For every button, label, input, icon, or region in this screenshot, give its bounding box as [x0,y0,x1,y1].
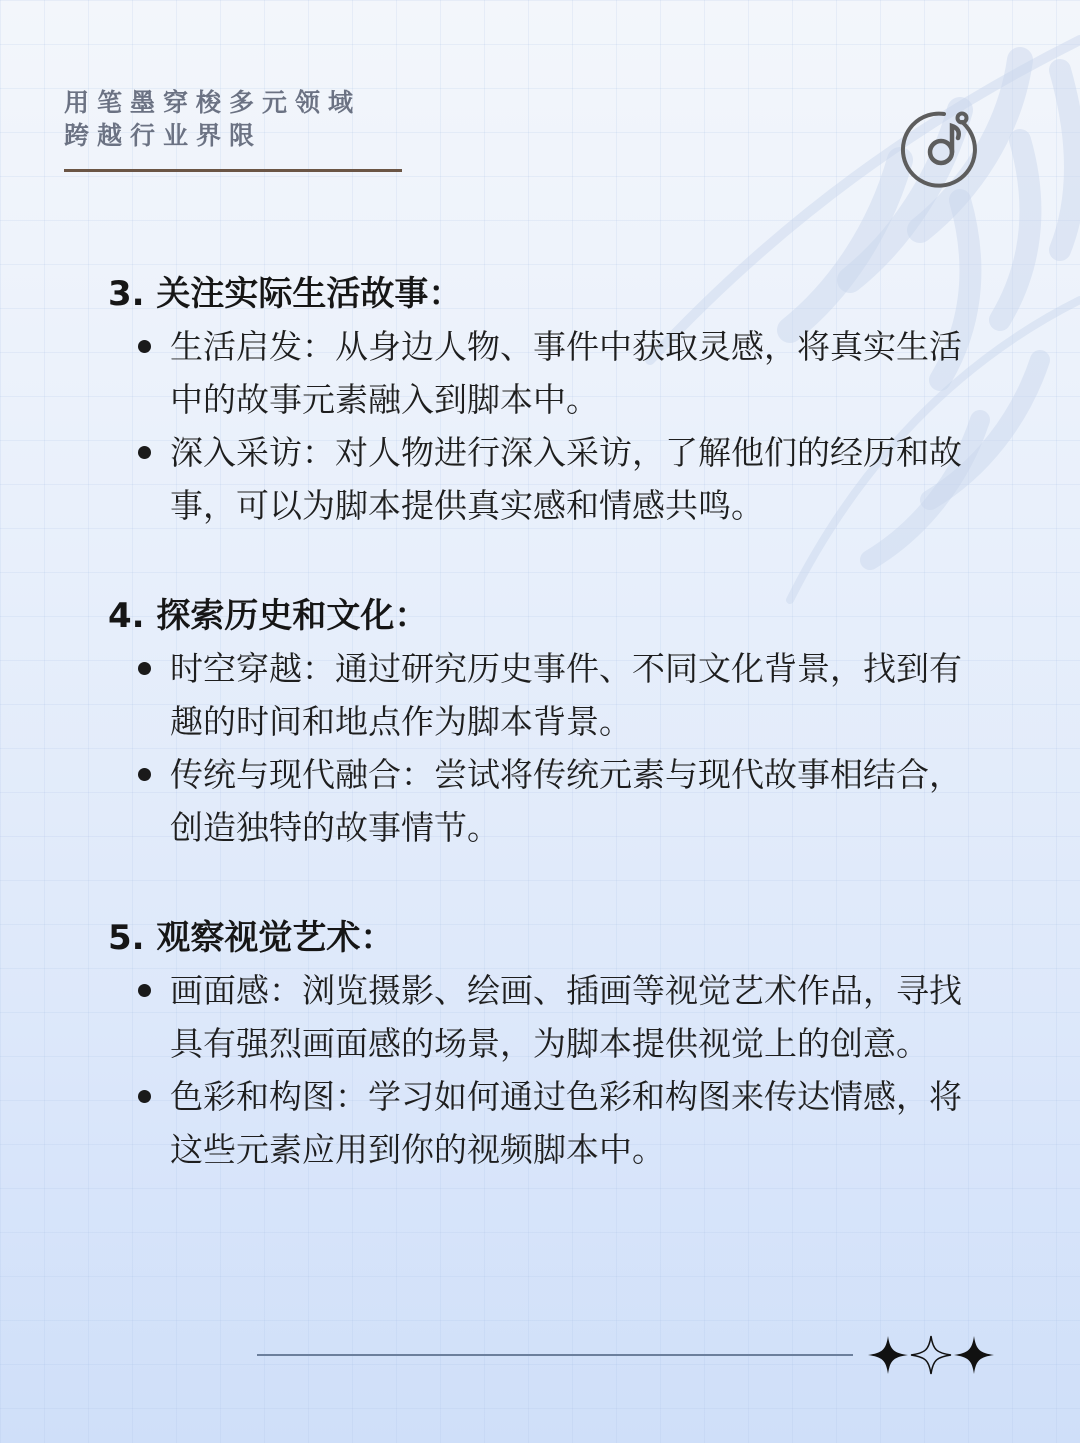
list-item [108,964,970,1070]
section-visual-arts [108,912,988,1176]
section-heading: 4. 探索历史和文化： [108,596,429,636]
bullet-icon [138,1090,151,1103]
header-divider [64,169,402,172]
list-item [108,748,970,854]
section-history-culture [108,590,988,854]
header-title-line-2: 跨越行业界限 [64,121,263,150]
bullet-icon [138,446,151,459]
list-item-text: 时空穿越：通过研究历史事件、不同文化背景，找到有趣的时间和地点作为脚本背景。 [170,649,962,741]
bullet-icon [138,768,151,781]
list-item [108,426,970,532]
list-item-text: 深入采访：对人物进行深入采访，了解他们的经历和故事，可以为脚本提供真实感和情感共鸣。 [170,433,962,525]
sparkle-stars-icon [868,1330,994,1380]
section-real-life-stories [108,268,988,532]
main-content [108,268,988,1234]
header-title-line-1: 用笔墨穿梭多元领域 [64,88,362,117]
list-item-text: 传统与现代融合：尝试将传统元素与现代故事相结合，创造独特的故事情节。 [170,755,962,847]
list-item [108,320,970,426]
list-item [108,642,970,748]
section-heading: 3. 关注实际生活故事： [108,274,463,314]
footer-divider [257,1354,853,1356]
list-item-text: 色彩和构图：学习如何通过色彩和构图来传达情感，将这些元素应用到你的视频脚本中。 [170,1077,962,1169]
bullet-icon [138,984,151,997]
list-item-text: 生活启发：从身边人物、事件中获取灵感，将真实生活中的故事元素融入到脚本中。 [170,327,962,419]
header-title [64,86,444,152]
music-note-circle-icon [900,108,982,190]
list-item [108,1070,970,1176]
bullet-icon [138,662,151,675]
bullet-icon [138,340,151,353]
list-item-text: 画面感：浏览摄影、绘画、插画等视觉艺术作品，寻找具有强烈画面感的场景，为脚本提供视觉上的创意。 [170,971,962,1063]
section-heading: 5. 观察视觉艺术： [108,918,395,958]
